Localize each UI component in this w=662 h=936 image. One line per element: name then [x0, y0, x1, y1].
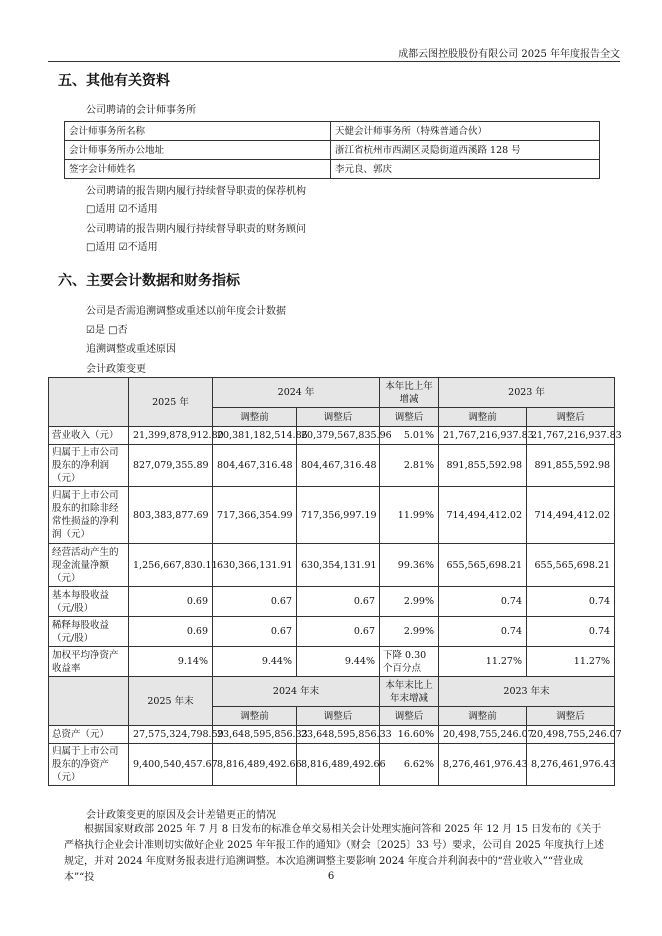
cell-2023-after: 8,276,461,976.43	[527, 744, 615, 786]
header-blank	[49, 677, 129, 726]
firm-label: 会计师事务所办公地址	[65, 141, 331, 160]
section5-heading: 五、其他有关资料	[58, 73, 170, 89]
header-before: 调整前	[439, 707, 527, 726]
table-row	[49, 445, 615, 487]
page-header: 成都云图控股股份有限公司 2025 年年度报告全文	[398, 49, 620, 60]
cell-2024-before: 20,381,182,514.86	[213, 427, 297, 445]
row-label: 归属于上市公司股东的扣除非经常性损益的净利润（元）	[49, 487, 129, 544]
firm-value: 李元良、郭庆	[331, 160, 600, 179]
cell-2023-after: 21,767,216,937.83	[527, 427, 615, 445]
cell-change: 5.01%	[380, 427, 439, 445]
section6-heading: 六、主要会计数据和财务指标	[58, 273, 240, 289]
cell-change: 下降 0.30 个百分点	[380, 647, 439, 677]
firm-table	[64, 121, 600, 179]
table-row	[49, 744, 615, 786]
advisor-answer: □适用 ☑不适用	[86, 242, 158, 253]
table-row	[49, 617, 615, 647]
header-after: 调整后	[380, 408, 439, 427]
header-before: 调整前	[213, 707, 297, 726]
row-label: 营业收入（元）	[49, 427, 129, 445]
header-2024: 2024 年	[213, 378, 380, 408]
cell-2023-after: 714,494,412.02	[527, 487, 615, 544]
cell-2023-before: 11.27%	[439, 647, 527, 677]
note-title: 会计政策变更的原因及会计差错更正的情况	[86, 810, 276, 821]
cell-2023-after: 11.27%	[527, 647, 615, 677]
restate-question: 公司是否需追溯调整或重述以前年度会计数据	[86, 306, 286, 317]
cell-2023-after: 655,565,698.21	[527, 544, 615, 587]
cell-2024-before: 0.67	[213, 617, 297, 647]
firm-value: 浙江省杭州市西湖区灵隐街道西溪路 128 号	[331, 141, 600, 160]
table-row	[49, 487, 615, 544]
cell-2023-before: 655,565,698.21	[439, 544, 527, 587]
cell-2024-after: 0.67	[297, 587, 380, 617]
row-label: 稀释每股收益（元/股）	[49, 617, 129, 647]
cell-2024-after: 20,379,567,835.96	[297, 427, 380, 445]
header-before: 调整前	[439, 408, 527, 427]
cell-change: 6.62%	[380, 744, 439, 786]
header-after: 调整后	[527, 707, 615, 726]
cell-2024-before: 804,467,316.48	[213, 445, 297, 487]
cell-2024-after: 804,467,316.48	[297, 445, 380, 487]
cell-2025: 803,383,877.69	[129, 487, 213, 544]
cell-change: 2.99%	[380, 587, 439, 617]
cell-2025: 0.69	[129, 617, 213, 647]
advisor-question: 公司聘请的报告期内履行持续督导职责的财务顾问	[86, 224, 306, 235]
header-blank	[49, 378, 129, 427]
reason-label: 追溯调整或重述原因	[86, 344, 176, 355]
header-after: 调整后	[297, 707, 380, 726]
restate-answer: ☑是 □否	[86, 325, 128, 336]
cell-2025: 9,400,540,457.67	[129, 744, 213, 786]
table-row	[49, 427, 615, 445]
cell-2024-after: 630,354,131.91	[297, 544, 380, 587]
cell-2023-before: 891,855,592.98	[439, 445, 527, 487]
row-label: 归属于上市公司股东的净利润（元）	[49, 445, 129, 487]
row-label: 加权平均净资产收益率	[49, 647, 129, 677]
page-number: 6	[327, 871, 335, 882]
cell-2024-before: 23,648,595,856.33	[213, 726, 297, 744]
table-row	[49, 647, 615, 677]
cell-2025: 9.14%	[129, 647, 213, 677]
cell-2023-before: 8,276,461,976.43	[439, 744, 527, 786]
cell-2024-after: 23,648,595,856.33	[297, 726, 380, 744]
cell-2024-before: 8,816,489,492.66	[213, 744, 297, 786]
cell-change: 11.99%	[380, 487, 439, 544]
header-after: 调整后	[297, 408, 380, 427]
note-body: 根据国家财政部 2025 年 7 月 8 日发布的标准仓单交易相关会计处理实施问答和 2025 年 12 月 15 日发布的《关于严格执行企业会计准则切实做好企业 2025 年年报工作的通知》（财会〔2025〕33 号）要求，公司自 2025 年度执行上述规定，并对 2024 年度财务报表进行追溯调整。本次追溯调整主要影响 2024 年度合并利润表中的“营业收入”“营业成本”“投	[64, 824, 604, 883]
sponsor-answer: □适用 ☑不适用	[86, 204, 158, 215]
cell-2023-before: 21,767,216,937.83	[439, 427, 527, 445]
cell-2024-after: 9.44%	[297, 647, 380, 677]
row-label: 基本每股收益（元/股）	[49, 587, 129, 617]
table-header-row	[49, 677, 615, 707]
table-row	[49, 587, 615, 617]
header-change: 本年比上年增减	[380, 378, 439, 408]
header-2025-end: 2025 年末	[129, 677, 213, 726]
cell-2023-before: 0.74	[439, 587, 527, 617]
table-row	[65, 160, 600, 179]
cell-2024-before: 9.44%	[213, 647, 297, 677]
cell-2024-after: 8,816,489,492.66	[297, 744, 380, 786]
cell-2025: 827,079,355.89	[129, 445, 213, 487]
cell-2023-after: 20,498,755,246.07	[527, 726, 615, 744]
table-row	[49, 544, 615, 587]
row-label: 归属于上市公司股东的净资产（元）	[49, 744, 129, 786]
cell-2023-after: 0.74	[527, 587, 615, 617]
header-after: 调整后	[527, 408, 615, 427]
header-rule	[48, 61, 620, 62]
header-2025: 2025 年	[129, 378, 213, 427]
cell-2023-before: 0.74	[439, 617, 527, 647]
cell-2024-after: 717,356,997.19	[297, 487, 380, 544]
firm-label: 会计师事务所名称	[65, 122, 331, 141]
cell-2024-after: 0.67	[297, 617, 380, 647]
financial-table	[48, 377, 622, 786]
header-2023-end: 2023 年末	[439, 677, 615, 707]
table-row	[65, 122, 600, 141]
cell-change: 99.36%	[380, 544, 439, 587]
cell-2023-after: 891,855,592.98	[527, 445, 615, 487]
header-2023: 2023 年	[439, 378, 615, 408]
cell-2023-before: 714,494,412.02	[439, 487, 527, 544]
header-after: 调整后	[380, 707, 439, 726]
header-before: 调整前	[213, 408, 297, 427]
cell-2023-after: 0.74	[527, 617, 615, 647]
cell-2024-before: 630,366,131.91	[213, 544, 297, 587]
row-label: 经营活动产生的现金流量净额（元）	[49, 544, 129, 587]
header-change-end: 本年末比上年末增减	[380, 677, 439, 707]
table-row	[49, 726, 615, 744]
reason-value: 会计政策变更	[86, 364, 146, 375]
firm-value: 天健会计师事务所（特殊普通合伙）	[331, 122, 600, 141]
cell-2023-before: 20,498,755,246.07	[439, 726, 527, 744]
cell-2024-before: 717,366,354.99	[213, 487, 297, 544]
cell-2025: 1,256,667,830.11	[129, 544, 213, 587]
cell-change: 2.99%	[380, 617, 439, 647]
cell-change: 2.81%	[380, 445, 439, 487]
table-row	[65, 141, 600, 160]
row-label: 总资产（元）	[49, 726, 129, 744]
cell-change: 16.60%	[380, 726, 439, 744]
firm-label: 签字会计师姓名	[65, 160, 331, 179]
firm-intro: 公司聘请的会计师事务所	[86, 105, 196, 116]
cell-2025: 27,575,324,798.59	[129, 726, 213, 744]
cell-2025: 21,399,878,912.80	[129, 427, 213, 445]
table-header-row	[49, 378, 615, 408]
sponsor-question: 公司聘请的报告期内履行持续督导职责的保荐机构	[86, 186, 306, 197]
header-2024-end: 2024 年末	[213, 677, 380, 707]
cell-2024-before: 0.67	[213, 587, 297, 617]
cell-2025: 0.69	[129, 587, 213, 617]
